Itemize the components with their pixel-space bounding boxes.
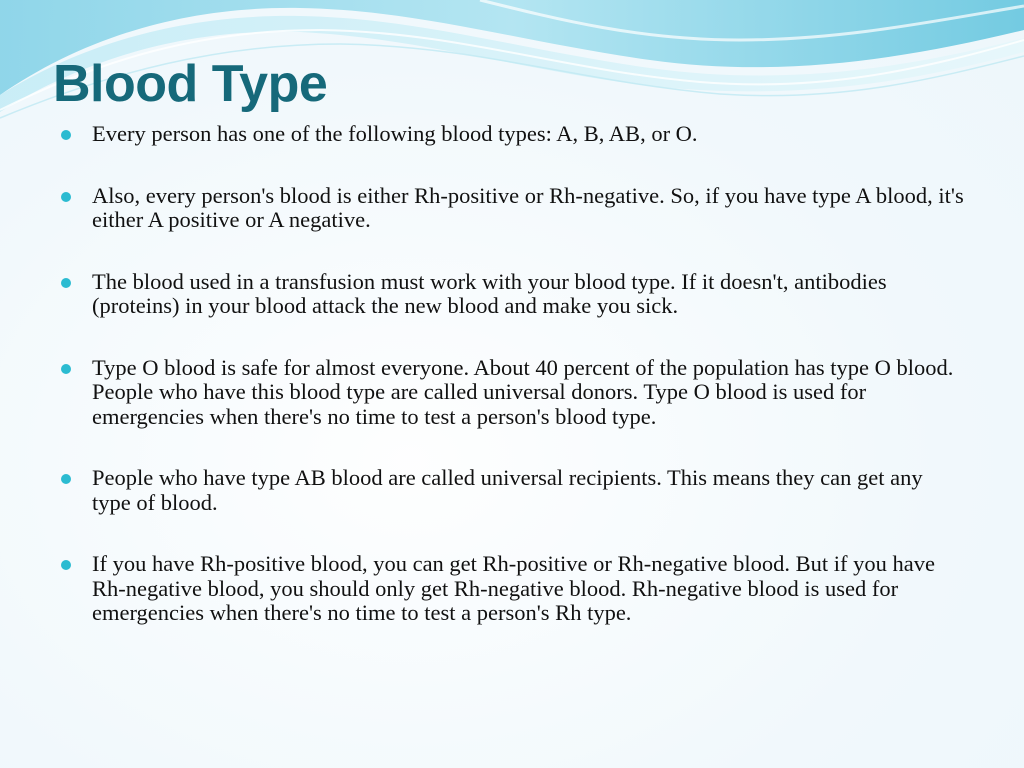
bullet-text: The blood used in a transfusion must work with your blood type. If it doesn't, antibodies (proteins) in your blood attack the new blood and make you sick.: [92, 268, 887, 318]
bullet-list: [60, 122, 965, 626]
bullet-item: [60, 270, 965, 319]
bullet-dot-icon: [61, 130, 71, 140]
bullet-item: [60, 122, 965, 147]
bullet-item: [60, 466, 965, 515]
bullet-dot-icon: [61, 474, 71, 484]
bullet-dot-icon: [61, 278, 71, 288]
bullet-text: Type O blood is safe for almost everyone. About 40 percent of the population has type O blood. People who have this blood type are called universal donors. Type O blood is used for emergencies when there's no time to test a person's blood type.: [92, 354, 954, 429]
bullet-item: [60, 356, 965, 430]
bullet-text: Also, every person's blood is either Rh-positive or Rh-negative. So, if you have type A blood, it's either A positive or A negative.: [92, 182, 964, 232]
bullet-dot-icon: [61, 364, 71, 374]
bullet-text: Every person has one of the following blood types: A, B, AB, or O.: [92, 121, 698, 146]
bullet-text: If you have Rh-positive blood, you can get Rh-positive or Rh-negative blood. But if you have Rh-negative blood, you should only get Rh-negative blood. Rh-negative blood is used for emergencies when there's no time to test a person's Rh type.: [92, 551, 935, 625]
bullet-dot-icon: [61, 560, 71, 570]
bullet-dot-icon: [61, 192, 71, 202]
slide-title: Blood Type: [53, 55, 328, 113]
bullet-item: [60, 552, 965, 626]
bullet-item: [60, 184, 965, 233]
bullet-text: People who have type AB blood are called universal recipients. This means they can get any type of blood.: [92, 465, 923, 515]
